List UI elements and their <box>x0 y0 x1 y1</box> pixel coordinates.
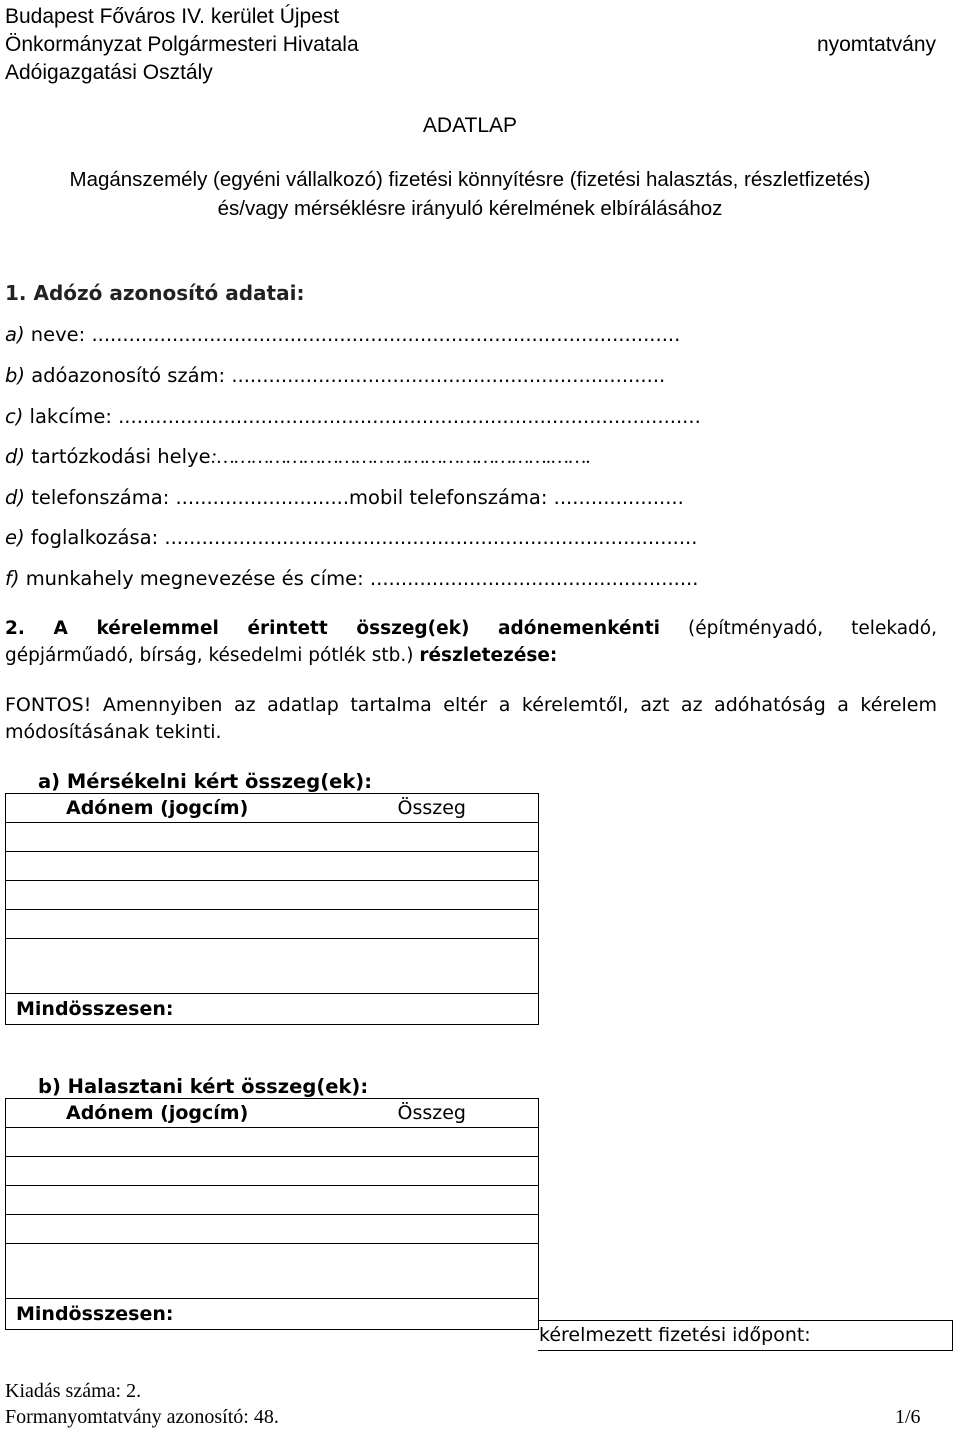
field-residence[interactable] <box>5 445 591 469</box>
field-dots: :………………………………………………….……. <box>210 447 591 468</box>
office-name-line1: Budapest Főváros IV. kerület Újpest <box>5 5 340 28</box>
subtitle-line1: Magánszemély (egyéni vállalkozó) fizetési könnyítésre (fizetési halasztás, részletfizetés) <box>69 168 871 191</box>
table-total-row <box>6 1299 539 1330</box>
field-label: neve: <box>30 323 92 346</box>
column-header-tax-type: Adónem (jogcím) <box>66 797 249 819</box>
total-label: Mindösszesen: <box>16 1303 174 1325</box>
section2-heading-line2 <box>5 645 557 666</box>
field-dots: ............................mobil telefonszáma: ..................... <box>175 486 684 509</box>
deferral-table <box>5 1098 539 1330</box>
section2-heading-normal: (építményadó, telekadó, <box>688 618 937 639</box>
field-dots: ...................................................................... <box>231 364 666 387</box>
field-phone[interactable] <box>5 486 684 509</box>
field-dots: ...................................................................................... <box>164 526 698 549</box>
payment-date-label: kérelmezett fizetési időpont: <box>539 1324 811 1346</box>
column-header-amount: Összeg <box>397 1102 466 1124</box>
table-row[interactable] <box>6 1244 539 1299</box>
table-b-heading: b) Halasztani kért összeg(ek): <box>38 1075 369 1098</box>
table-row[interactable] <box>6 1157 539 1186</box>
section2-tax-types: gépjárműadó, bírság, késedelmi pótlék stb.) <box>5 645 414 666</box>
page-title: ADATLAP <box>422 114 518 137</box>
field-letter: d) <box>5 486 25 509</box>
field-label: munkahely megnevezése és címe: <box>25 567 370 590</box>
page-number: 1/6 <box>895 1406 921 1428</box>
table-row[interactable] <box>6 1128 539 1157</box>
field-letter: a) <box>5 323 25 346</box>
notice-line2: módosításának tekinti. <box>5 721 222 743</box>
notice-line1: FONTOS! Amennyiben az adatlap tartalma eltér a kérelemtől, azt az adóhatóság a kérelem <box>5 694 937 716</box>
field-label: lakcíme: <box>29 405 119 428</box>
form-identifier: Formanyomtatvány azonosító: 48. <box>5 1406 279 1428</box>
table-row[interactable] <box>6 910 539 939</box>
table-header-row <box>6 794 539 823</box>
field-address[interactable] <box>5 405 701 428</box>
section2-details-label: részletezése: <box>419 645 558 666</box>
field-letter: d) <box>5 445 25 468</box>
section2-heading-line1 <box>5 618 937 639</box>
table-row[interactable] <box>6 1215 539 1244</box>
field-occupation[interactable] <box>5 526 697 549</box>
column-header-amount: Összeg <box>397 797 466 819</box>
field-label: adóazonosító szám: <box>31 364 232 387</box>
field-letter: f) <box>5 567 20 590</box>
table-row[interactable] <box>6 939 539 994</box>
field-letter: b) <box>5 364 25 387</box>
total-label: Mindösszesen: <box>16 998 174 1020</box>
table-total-row <box>6 994 539 1025</box>
field-label: telefonszáma: <box>31 486 176 509</box>
edition-number: Kiadás száma: 2. <box>5 1380 142 1402</box>
section1-heading: 1. Adózó azonosító adatai: <box>5 281 305 305</box>
table-row[interactable] <box>6 881 539 910</box>
table-row[interactable] <box>6 852 539 881</box>
table-a-heading: a) Mérsékelni kért összeg(ek): <box>38 770 373 793</box>
office-name-line3: Adóigazgatási Osztály <box>5 61 213 84</box>
section2-heading-bold: 2. A kérelemmel érintett összeg(ek) adónemenkénti <box>5 618 660 639</box>
field-dots: ..................................................... <box>369 567 699 590</box>
field-tax-id[interactable] <box>5 364 665 387</box>
field-name[interactable] <box>5 323 680 346</box>
column-header-tax-type: Adónem (jogcím) <box>66 1102 249 1124</box>
field-label: tartózkodási helye <box>31 445 211 468</box>
table-header-row <box>6 1099 539 1128</box>
reduction-table <box>5 793 539 1025</box>
form-type-label: nyomtatvány <box>816 33 936 56</box>
payment-date-field[interactable] <box>538 1320 953 1351</box>
field-letter: c) <box>5 405 24 428</box>
table-row[interactable] <box>6 823 539 852</box>
field-dots: .............................................................................................. <box>118 405 701 428</box>
field-dots: ............................................................................................... <box>91 323 681 346</box>
table-row[interactable] <box>6 1186 539 1215</box>
field-workplace[interactable] <box>5 567 698 590</box>
field-label: foglalkozása: <box>30 526 165 549</box>
subtitle-line2: és/vagy mérséklésre irányuló kérelmének elbírálásához <box>217 197 723 220</box>
office-name-line2: Önkormányzat Polgármesteri Hivatala <box>5 33 359 56</box>
field-letter: e) <box>5 526 25 549</box>
